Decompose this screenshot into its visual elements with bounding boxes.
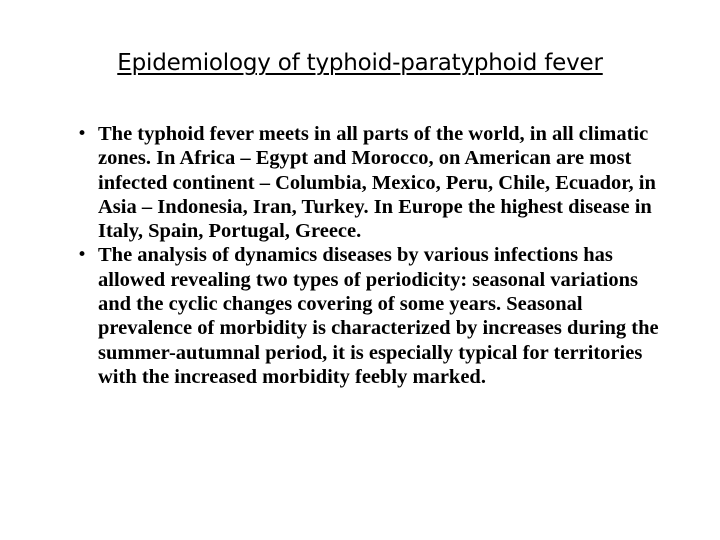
bullet-text: The analysis of dynamics diseases by various infections has allowed revealing two types of periodicity: seasonal variations and the cyclic changes covering of some years. Seasonal prevalence of morbidity is characterized by increases during the summer-autumnal period, it is especially typical for territories with the increased morbidity feebly marked. <box>98 244 659 388</box>
bullet-icon: • <box>77 124 88 144</box>
bullet-list <box>72 122 662 389</box>
bullet-item-periodicity <box>72 243 662 389</box>
bullet-item-distribution <box>72 122 662 243</box>
bullet-icon: • <box>77 245 88 266</box>
slide-title: Epidemiology of typhoid-paratyphoid fever <box>117 50 603 76</box>
bullet-text: The typhoid fever meets in all parts of the world, in all climatic zones. In Africa – Egypt and Morocco, on American are most infected continent – Columbia, Mexico, Peru, Chile, Ecuador, in Asia – Indonesia, Iran, Turkey. In Europe the highest disease in Italy, Spain, Portugal, Greece. <box>98 123 656 243</box>
